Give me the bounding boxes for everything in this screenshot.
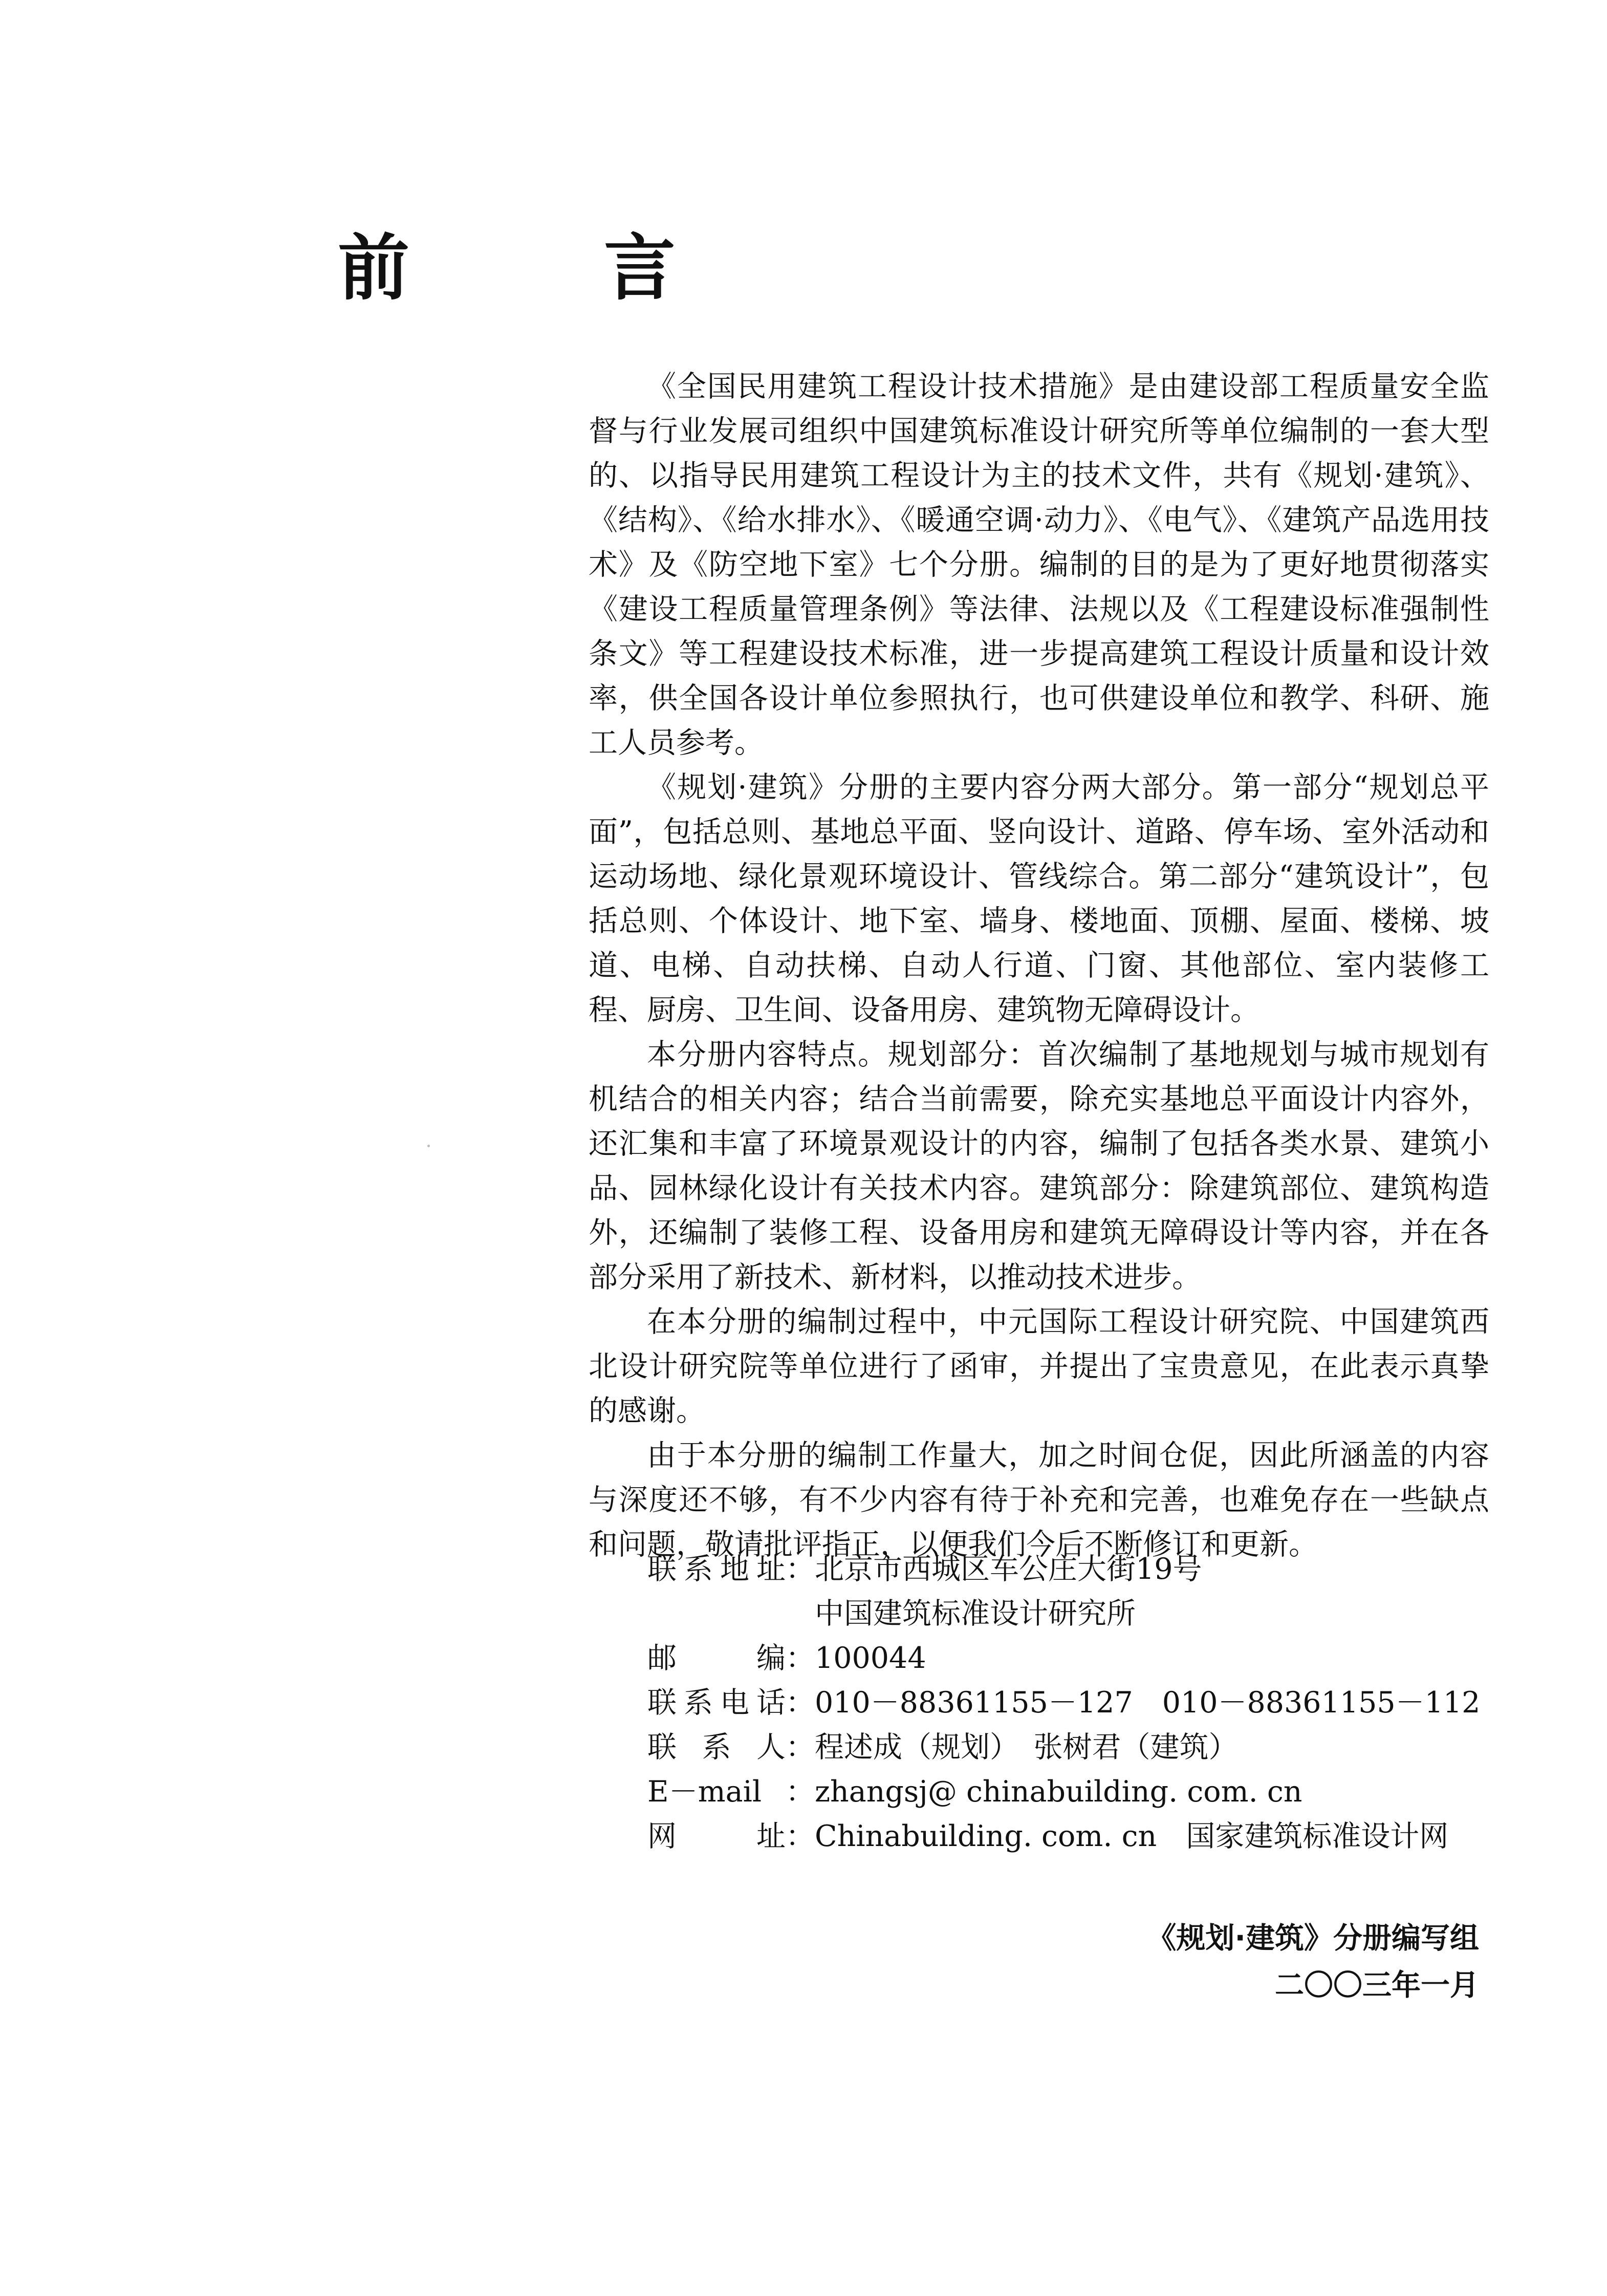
contact-phone-row (647, 1681, 1480, 1725)
email-value[interactable]: zhangsj@ chinabuilding. com. cn (815, 1775, 1302, 1809)
signature-group: 《规划·建筑》分册编写组 (1147, 1921, 1479, 1955)
address-line2: 中国建筑标准设计研究所 (815, 1597, 1136, 1630)
phone-value: 010－88361155－127 010－88361155－112 (815, 1686, 1481, 1720)
paragraph-limitations: 由于本分册的编制工作量大，加之时间仓促，因此所涵盖的内容与深度还不够，有不少内容有待于补充和完善，也难免存在一些缺点和问题，敬请批评指正，以便我们今后不断修订和更新。 (589, 1439, 1489, 1561)
contact-postcode-row (647, 1636, 1480, 1681)
address-line1: 北京市西城区车公庄大街19号 (815, 1552, 1202, 1586)
email-label: E－mail (647, 1775, 762, 1809)
scan-speck (427, 1145, 430, 1147)
person-label: 联系人 (647, 1730, 786, 1764)
address-label: 联系地址 (647, 1552, 786, 1586)
paragraph-acknowledgement: 在本分册的编制过程中，中元国际工程设计研究院、中国建筑西北设计研究院等单位进行了函审，并提出了宝贵意见，在此表示真挚的感谢。 (589, 1305, 1489, 1428)
signature-date: 二〇〇三年一月 (1275, 1968, 1479, 2002)
paragraph-features: 本分册内容特点。规划部分：首次编制了基地规划与城市规划有机结合的相关内容；结合当前需要，除充实基地总平面设计内容外，还汇集和丰富了环境景观设计的内容，编制了包括各类水景、建筑小品、园林绿化设计有关技术内容。建筑部分：除建筑部位、建筑构造外，还编制了装修工程、设备用房和建筑无障碍设计等内容，并在各部分采用了新技术、新材料，以推动技术进步。 (589, 1038, 1489, 1294)
separator: ： (786, 1686, 815, 1720)
paragraph-contents: 《规划·建筑》分册的主要内容分两大部分。第一部分“规划总平面”，包括总则、基地总平面、竖向设计、道路、停车场、室外活动和运动场地、绿化景观环境设计、管线综合。第二部分“建筑设计”，包括总则、个体设计、地下室、墙身、楼地面、顶棚、屋面、楼梯、坡道、电梯、自动扶梯、自动人行道、门窗、其他部位、室内装修工程、厨房、卫生间、设备用房、建筑物无障碍设计。 (589, 770, 1489, 1027)
separator: ： (786, 1819, 815, 1853)
website-label: 网址 (647, 1819, 786, 1853)
signature-block (1147, 1915, 1479, 2009)
preface-body (589, 364, 1489, 1567)
postcode-label: 邮编 (647, 1641, 786, 1675)
postcode-value: 100044 (815, 1641, 926, 1675)
address-label-spacer (647, 1592, 786, 1636)
person-value: 程述成（规划） 张树君（建筑） (815, 1730, 1238, 1764)
separator: ： (786, 1641, 815, 1675)
contact-info (647, 1547, 1480, 1859)
contact-address-row (647, 1547, 1480, 1592)
separator: ： (786, 1775, 815, 1809)
contact-email-row (647, 1770, 1480, 1814)
phone-label: 联系电话 (647, 1686, 786, 1720)
contact-website-row (647, 1814, 1480, 1859)
contact-person-row (647, 1725, 1480, 1770)
website-value[interactable]: Chinabuilding. com. cn 国家建筑标准设计网 (815, 1819, 1449, 1853)
separator: ： (786, 1552, 815, 1586)
contact-address-row-2 (647, 1592, 1480, 1636)
paragraph-intro: 《全国民用建筑工程设计技术措施》是由建设部工程质量安全监督与行业发展司组织中国建筑标准设计研究所等单位编制的一套大型的、以指导民用建筑工程设计为主的技术文件，共有《规划·建筑》、《结构》、《给水排水》、《暖通空调·动力》、《电气》、《建筑产品选用技术》及《防空地下室》七个分册。编制的目的是为了更好地贯彻落实《建设工程质量管理条例》等法律、法规以及《工程建设标准强制性条文》等工程建设技术标准，进一步提高建筑工程设计质量和设计效率，供全国各设计单位参照执行，也可供建设单位和教学、科研、施工人员参考。 (589, 370, 1489, 760)
separator: ： (786, 1730, 815, 1764)
page-title: 前 言 (338, 227, 737, 310)
